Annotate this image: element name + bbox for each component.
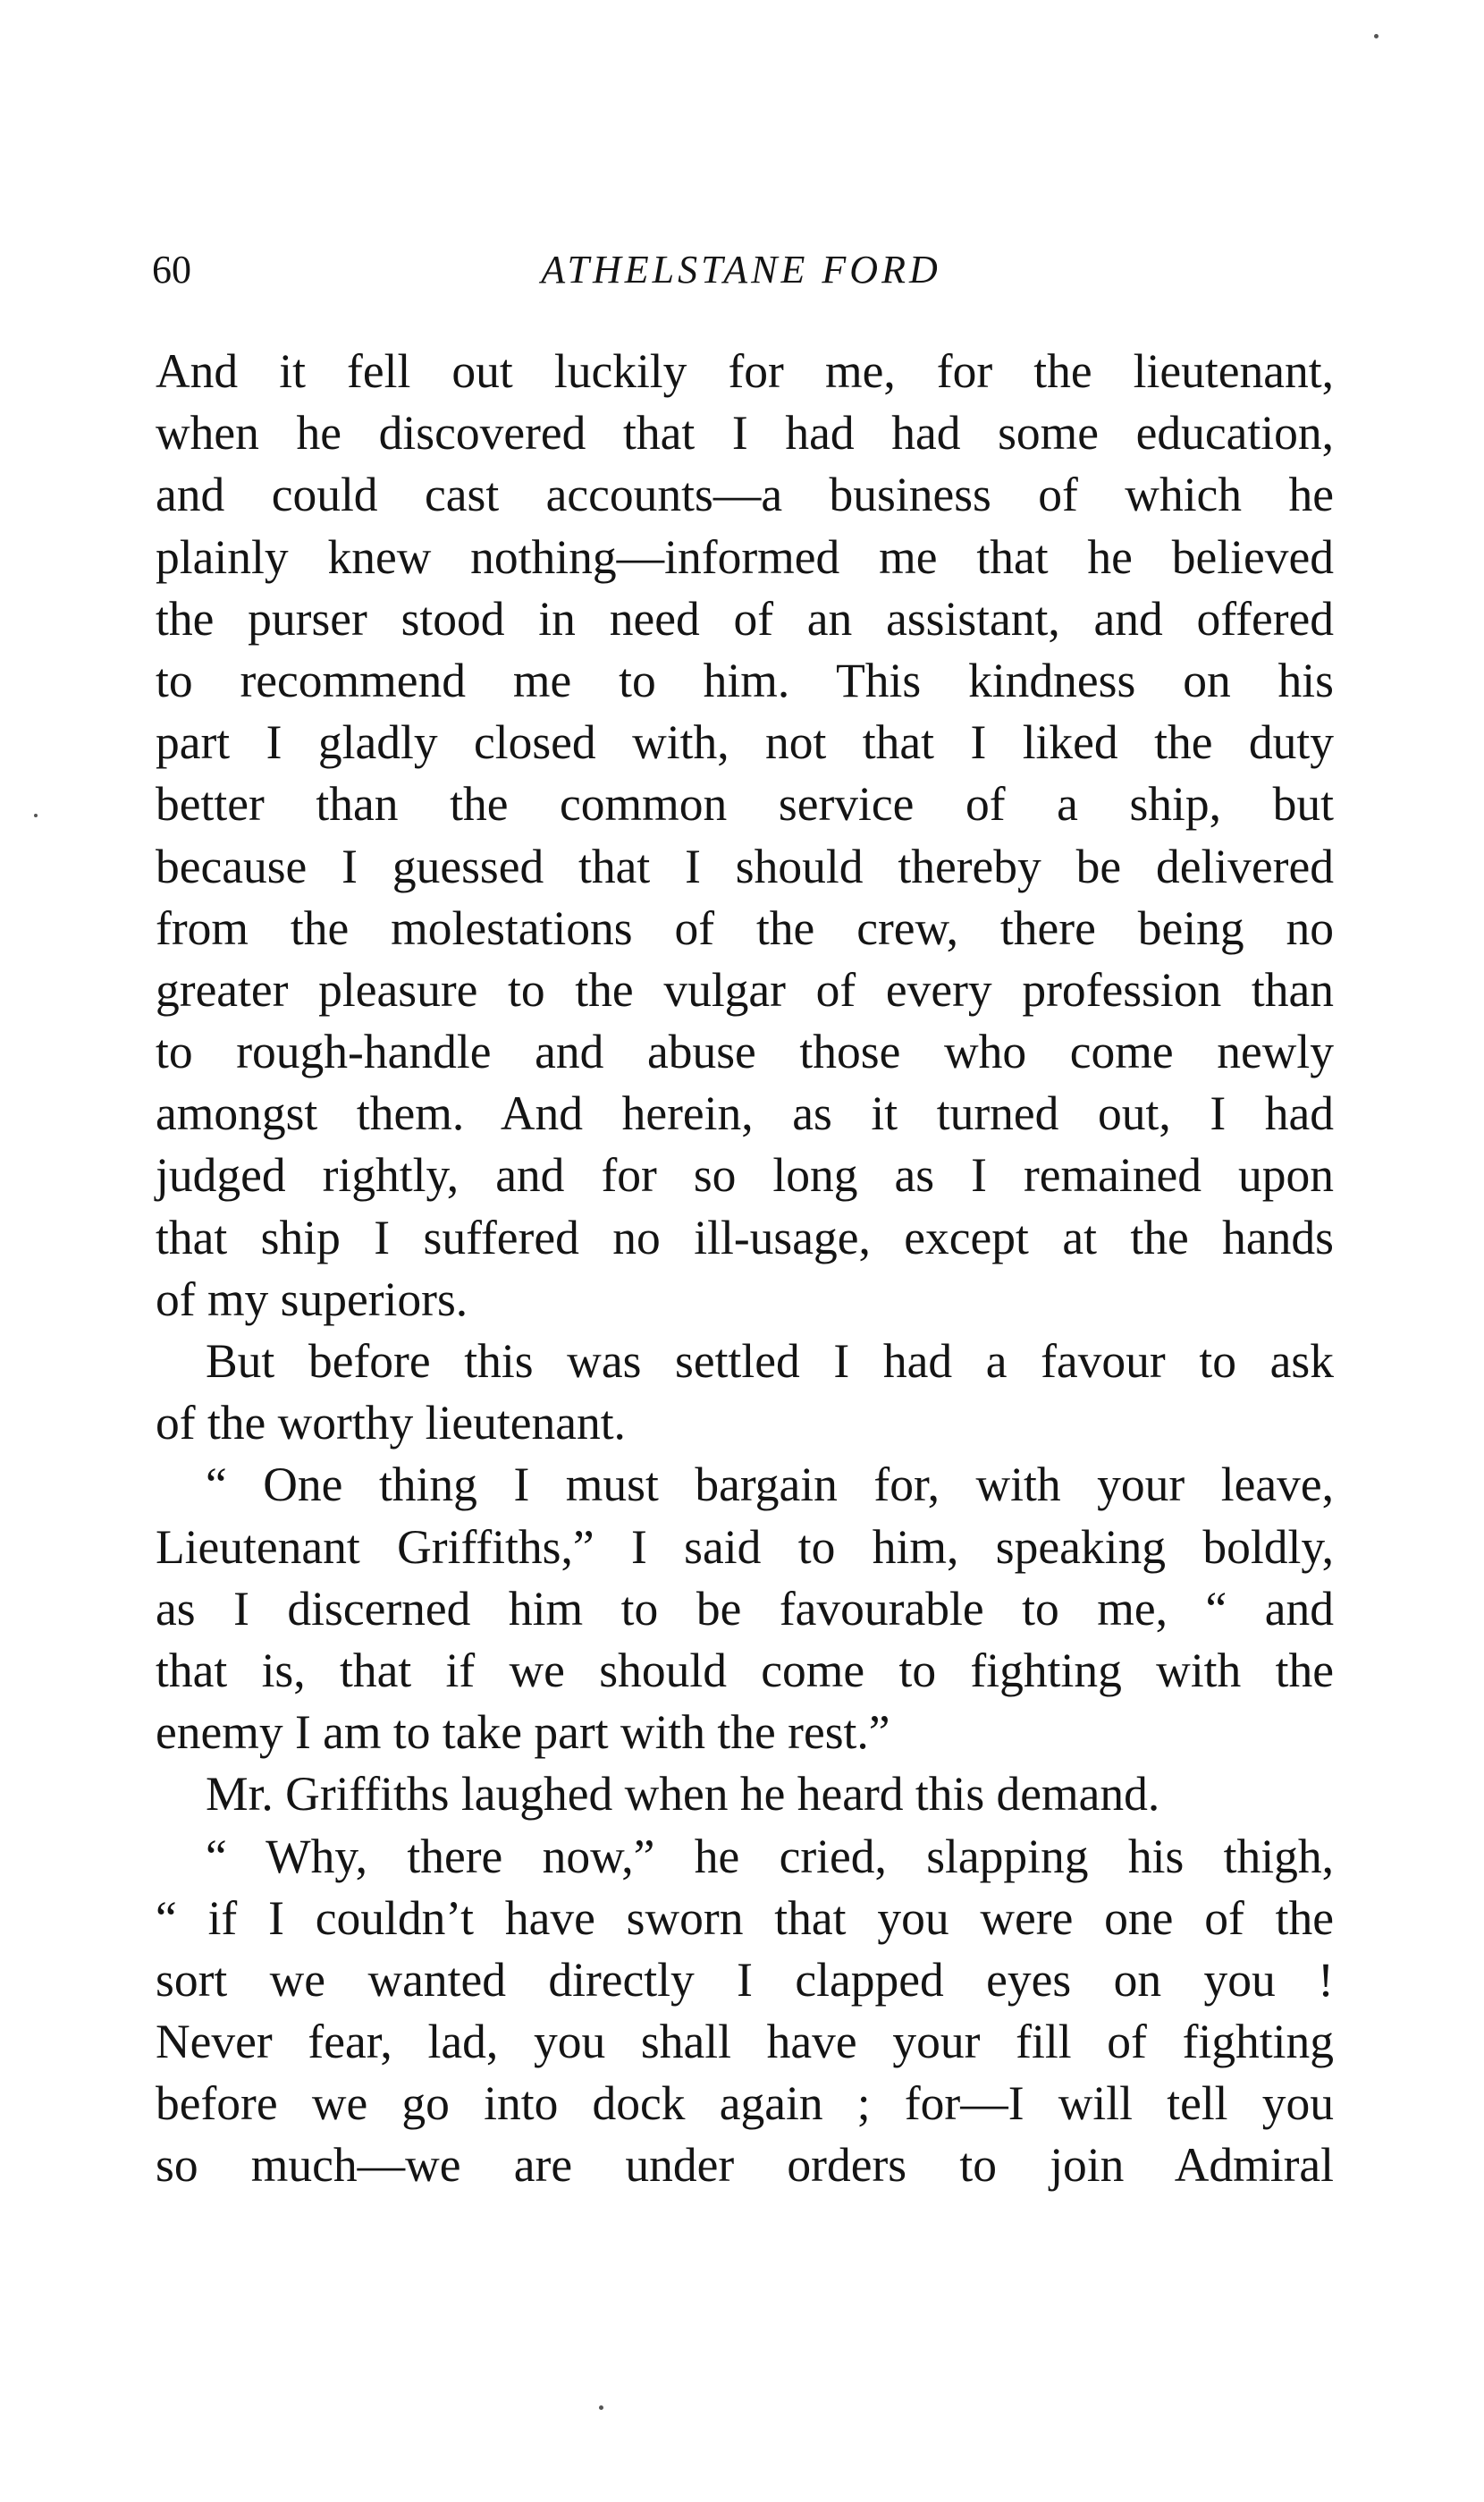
text-line: Never fear, lad, you shall have your fill of fighting [156, 2015, 1334, 2069]
text-line: But before this was settled I had a favour to ask [206, 1334, 1334, 1388]
paragraph [156, 341, 1334, 1331]
body-text [156, 341, 1334, 2197]
paper-speck [1374, 34, 1379, 38]
paragraph [156, 1454, 1334, 1763]
text-line: enemy I am to take part with the rest.” [156, 1705, 890, 1760]
text-line: because I guessed that I should thereby be delivered [156, 839, 1334, 893]
paragraph [156, 1763, 1334, 1825]
text-line: and could cast accounts—a business of which he [156, 468, 1334, 522]
text-line: as I discerned him to be favourable to me, “ and [156, 1581, 1334, 1636]
text-line: before we go into dock again ; for—I will tell you [156, 2076, 1334, 2131]
page-number: 60 [152, 248, 191, 292]
text-line: plainly knew nothing—informed me that he believed [156, 529, 1334, 584]
text-line: that is, that if we should come to fighting with the [156, 1643, 1334, 1697]
text-line: And it fell out luckily for me, for the lieutenant, [156, 344, 1334, 398]
text-line: better than the common service of a ship, but [156, 777, 1334, 832]
running-title: ATHELSTANE FORD [541, 248, 941, 292]
text-line: to recommend me to him. This kindness on his [156, 653, 1334, 707]
text-line: Lieutenant Griffiths,” I said to him, speaking boldly, [156, 1519, 1334, 1574]
paragraph [156, 1331, 1334, 1454]
text-line: “ Why, there now,” he cried, slapping his thigh, [206, 1829, 1334, 1883]
text-line: that ship I suffered no ill-usage, except at the hands [156, 1210, 1334, 1264]
text-line: greater pleasure to the vulgar of every profession than [156, 962, 1334, 1017]
paper-speck [34, 814, 38, 817]
text-line: from the molestations of the crew, there being no [156, 900, 1334, 955]
text-line: Mr. Griffiths laughed when he heard this demand. [206, 1767, 1160, 1822]
paper-speck [599, 2405, 603, 2410]
text-line: part I gladly closed with, not that I liked the duty [156, 715, 1334, 770]
text-line: when he discovered that I had had some education, [156, 406, 1334, 461]
text-line: of my superiors. [156, 1272, 468, 1326]
text-line: so much—we are under orders to join Admiral [156, 2138, 1334, 2193]
text-line: “ if I couldn’t have sworn that you were one of the [156, 1890, 1334, 1945]
text-line: amongst them. And herein, as it turned out, I had [156, 1086, 1334, 1141]
text-line: of the worthy lieutenant. [156, 1396, 626, 1450]
text-line: sort we wanted directly I clapped eyes on you ! [156, 1952, 1334, 2007]
text-line: the purser stood in need of an assistant, and offered [156, 591, 1334, 646]
text-line: to rough-handle and abuse those who come newly [156, 1025, 1334, 1079]
text-line: “ One thing I must bargain for, with your leave, [206, 1458, 1334, 1512]
running-head [152, 243, 1330, 297]
text-line: judged rightly, and for so long as I remained upon [156, 1148, 1334, 1203]
paragraph [156, 1826, 1334, 2197]
